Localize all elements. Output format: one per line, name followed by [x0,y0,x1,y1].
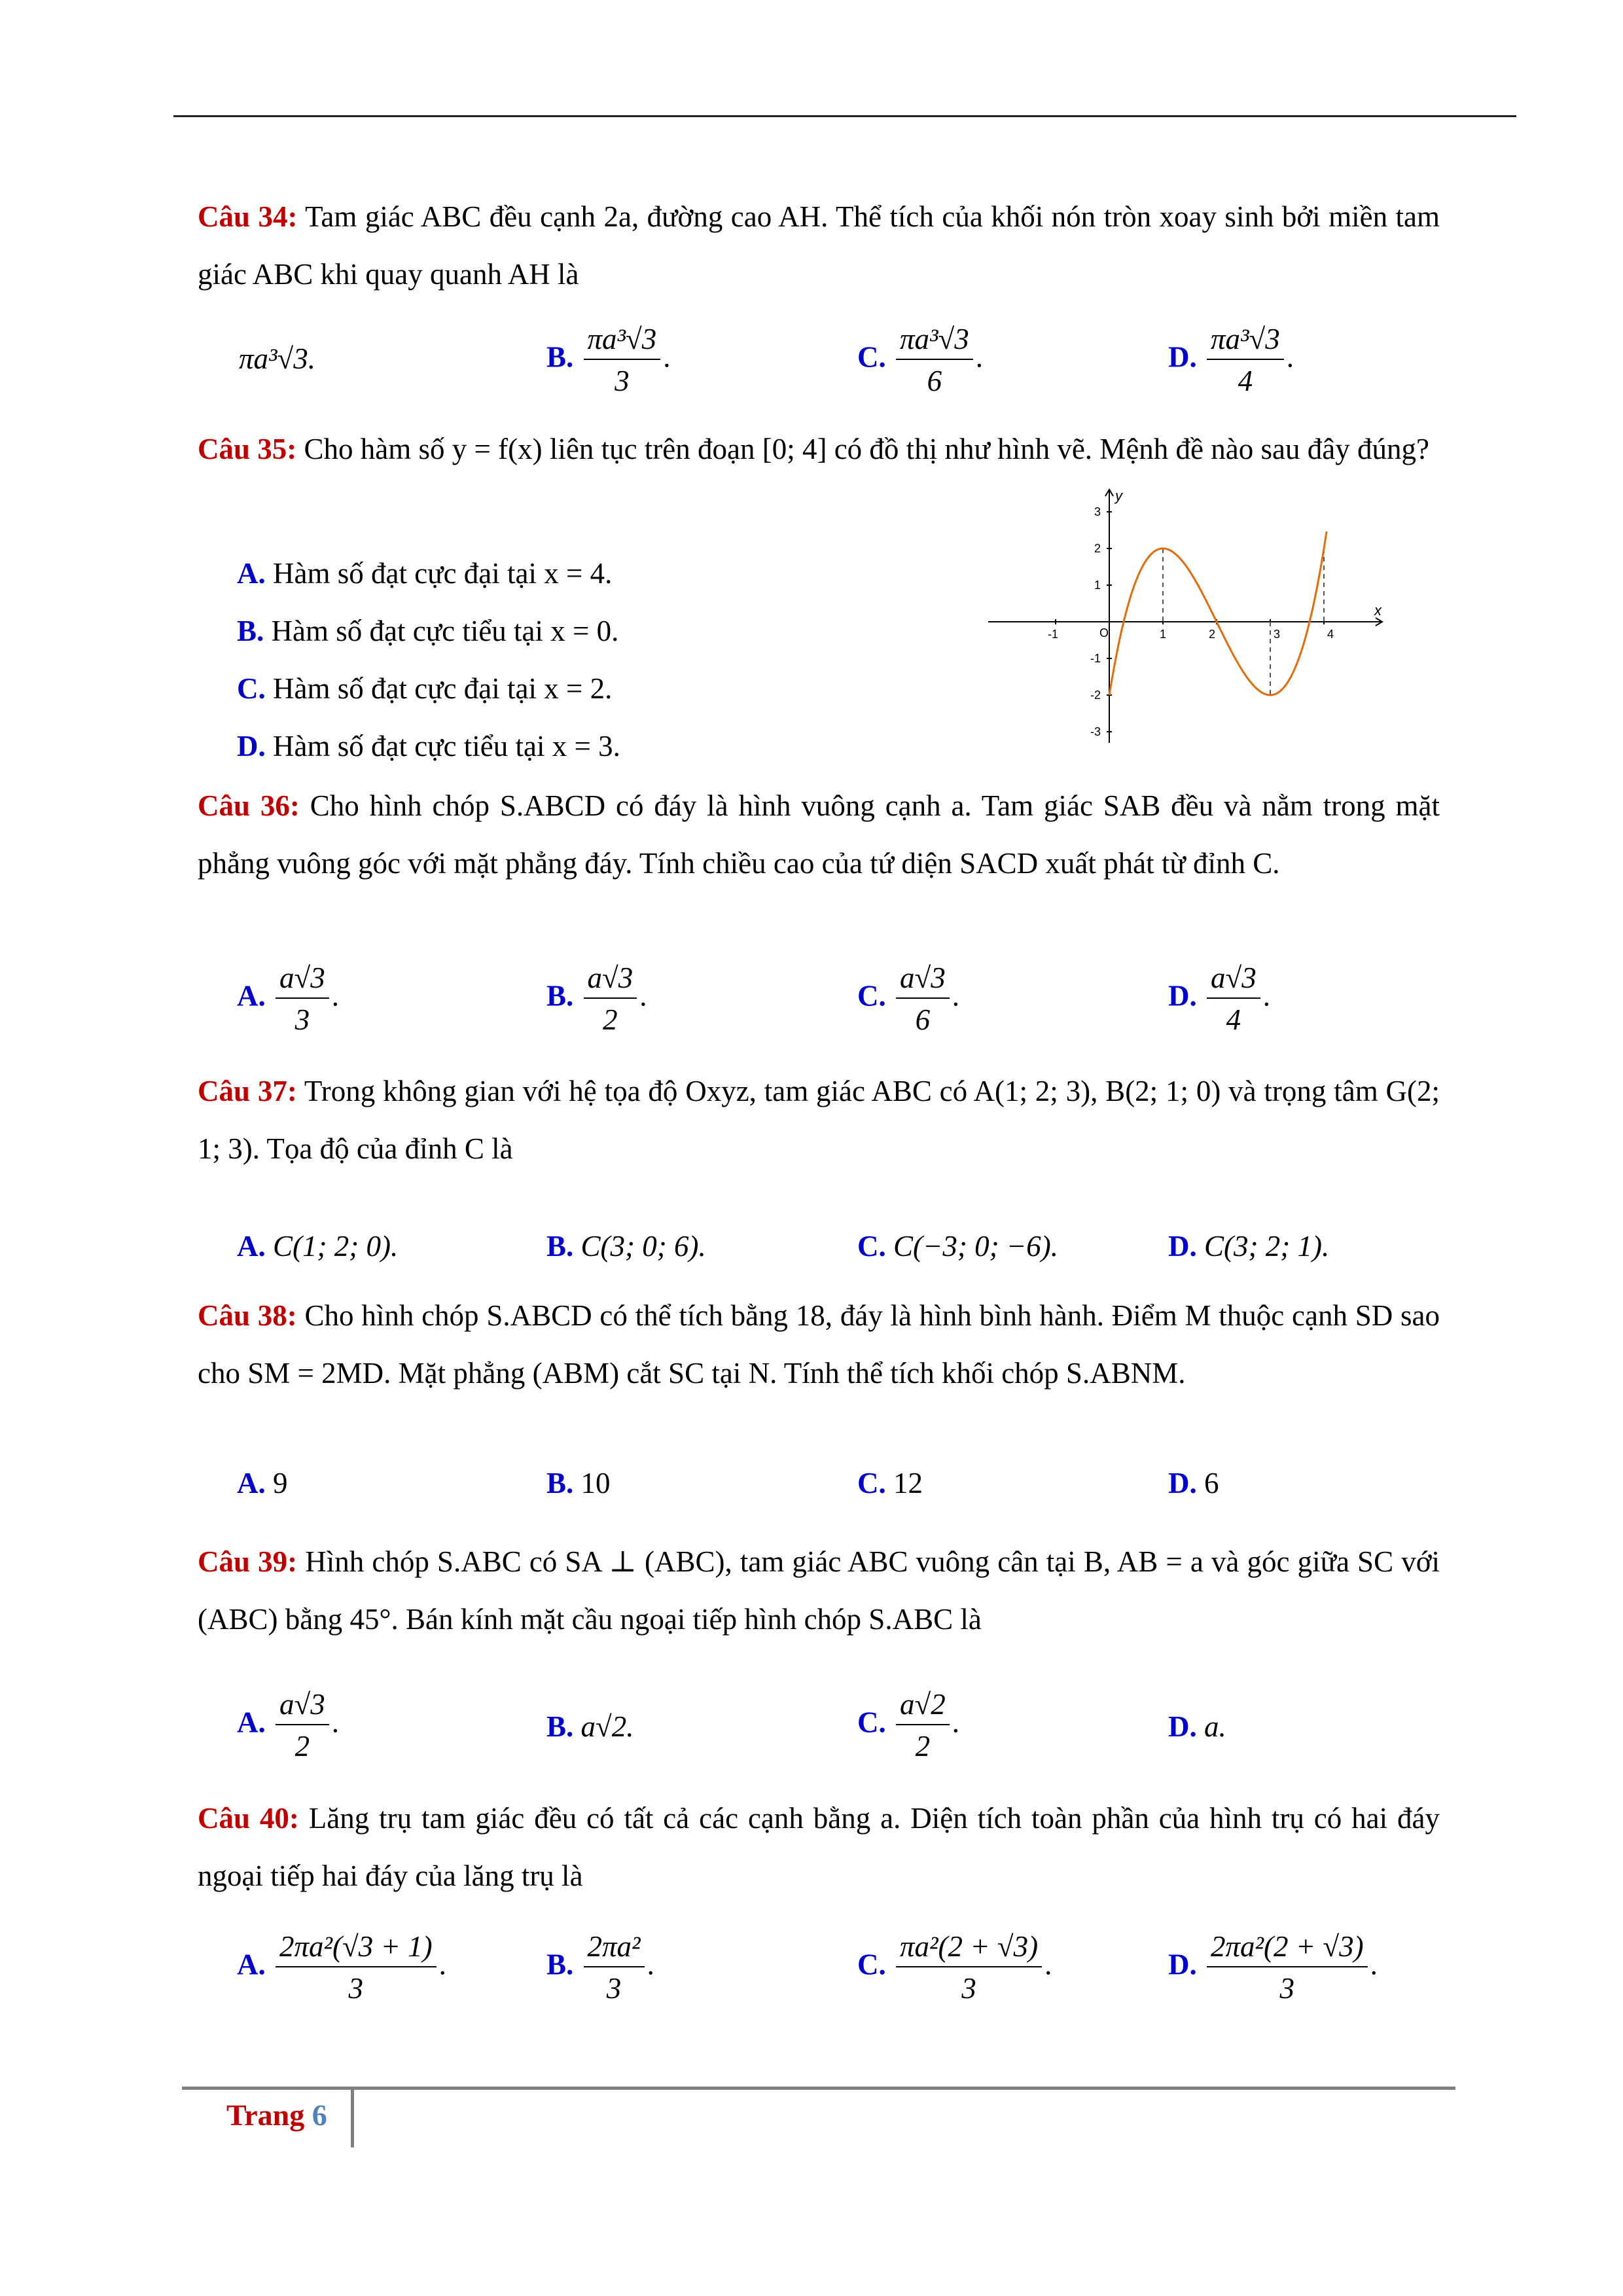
option-label: A. [237,1467,266,1499]
option-a[interactable]: A. $\frac{a√3}{2}$ . [237,1688,339,1763]
y-tick-label: 1 [1094,579,1101,592]
option-text: C(3; 0; 6). [580,1230,706,1263]
y-tick-label: 3 [1094,505,1101,518]
question-text: Hình chóp S.ABC có SA ⊥ (ABC), tam giác ABC vuông cân tại B, AB = a và góc giữa SC với (ABC) bằng 45°. Bán kính mặt cầu ngoại tiếp hình chóp S.ABC là [198,1545,1440,1636]
option-label: C. [857,1706,886,1739]
question-number: Câu 37: [198,1075,297,1107]
option-label: B. [546,340,574,374]
option-label: B. [546,1230,574,1263]
option-label: A. [237,1948,266,1981]
option-label: D. [1168,1710,1197,1743]
option-text: 6 [1204,1467,1219,1499]
option-c[interactable]: C. $\frac{\text{πa³√3}}{6}$ . [857,323,983,397]
option-d[interactable] [237,729,620,763]
option-b[interactable]: B. $\frac{\text{πa³√3}}{3}$ . [546,323,671,397]
fraction: $\frac{a√3}{2}$ [276,1687,329,1763]
option-text: 10 [580,1467,611,1499]
footer-rule [182,2087,1455,2090]
option-label: A. [237,979,266,1013]
option-a[interactable]: A. $\frac{a√3}{3}$ . [237,961,339,1036]
fraction: $\frac{\text{2πa²(√3 + 1)}}{3}$ [276,1929,437,2005]
question-text: Cho hàm số y = f(x) liên tục trên đoạn [0; 4] có đồ thị như hình vẽ. Mệnh đề nào sau đây đúng? [304,433,1429,465]
option-c[interactable]: C. $\frac{\text{πa²(2 + √3)}}{3}$ . [857,1930,1052,2005]
option-d[interactable] [1168,1710,1226,1744]
function-graph [982,481,1394,756]
page-label-text: Trang [226,2098,305,2132]
option-b[interactable]: B. $\frac{a√3}{2}$ . [546,961,647,1036]
y-tick-label: -3 [1090,725,1101,738]
x-tick-label: 4 [1327,628,1334,641]
option-label: B. [546,1710,574,1743]
option-c[interactable] [237,672,612,706]
page-number-value: 6 [312,2098,327,2132]
fraction: $\frac{a√3}{3}$ [276,961,329,1037]
question-number: Câu 35: [198,433,297,465]
question-number: Câu 34: [198,200,298,233]
fraction: $\frac{a√3}{4}$ [1207,961,1260,1037]
option-b[interactable]: B. $\frac{\text{2πa²}}{3}$ . [546,1930,654,2005]
fraction: $\frac{\text{πa³√3}}{3}$ [584,322,661,398]
option-text: a√2. [580,1710,634,1743]
option-text: Hàm số đạt cực đại tại x = 2. [273,672,613,705]
option-d[interactable]: D. $\frac{a√3}{4}$ . [1168,961,1270,1036]
option-text: a. [1204,1710,1226,1743]
option-text: Hàm số đạt cực đại tại x = 4. [273,557,613,590]
question-number: Câu 40: [198,1802,299,1835]
option-label: A. [237,1706,266,1739]
option-label: C. [857,340,886,374]
option-b[interactable] [546,1229,706,1263]
option-a[interactable] [237,1229,398,1263]
question-text: Cho hình chóp S.ABCD có đáy là hình vuông cạnh a. Tam giác SAB đều và nằm trong mặt phẳng vuông góc với mặt phẳng đáy. Tính chiều cao của tứ diện SACD xuất phát từ đỉnh C. [198,789,1440,880]
option-b[interactable] [546,1710,633,1744]
option-label: D. [1168,340,1197,374]
option-label: B. [546,1948,574,1981]
fraction: $\frac{a√3}{2}$ [584,961,637,1037]
option-text: C(1; 2; 0). [273,1230,399,1263]
question-text: Tam giác ABC đều cạnh 2a, đường cao AH. Thể tích của khối nón tròn xoay sinh bởi miền tam giác ABC khi quay quanh AH là [198,200,1440,291]
option-label: D. [1168,979,1197,1013]
fraction: $\frac{\text{2πa²(2 + √3)}}{3}$ [1207,1929,1368,2005]
fraction: $\frac{\text{πa³√3}}{6}$ [896,322,973,398]
y-tick-label: -1 [1090,652,1101,665]
fraction: $\frac{\text{πa³√3}}{4}$ [1207,322,1284,398]
option-label: A. [237,1230,266,1263]
option-a[interactable]: A. $\frac{\text{2πa²(√3 + 1)}}{3}$ . [237,1930,446,2005]
origin-label: O [1099,626,1109,639]
option-c[interactable]: C. $\frac{a√2}{2}$ . [857,1688,959,1763]
question-34 [198,188,1440,303]
option-b[interactable] [546,1466,611,1500]
option-b[interactable] [237,614,618,648]
y-tick-label: -2 [1090,689,1101,702]
question-40 [198,1789,1440,1905]
option-label: D. [1168,1467,1197,1499]
fraction: $\frac{a√2}{2}$ [896,1687,950,1763]
fraction: $\frac{\text{2πa²}}{3}$ [584,1929,645,2005]
option-label: D. [1168,1230,1197,1263]
option-label: B. [546,979,574,1013]
option-label: B. [546,1467,574,1499]
question-35 [198,420,1440,478]
header-rule [173,115,1516,117]
option-text: C(3; 2; 1). [1204,1230,1330,1263]
option-label: C. [857,979,886,1013]
option-d[interactable] [1168,1229,1329,1263]
y-axis-label: y [1115,488,1122,504]
option-value: πa³√3. [239,342,315,375]
option-text: Hàm số đạt cực tiểu tại x = 3. [273,730,620,762]
question-number: Câu 39: [198,1545,298,1578]
question-38 [198,1287,1440,1402]
footer-divider [351,2090,354,2147]
question-text: Cho hình chóp S.ABCD có thể tích bằng 18, đáy là hình bình hành. Điểm M thuộc cạnh SD sao cho SM = 2MD. Mặt phẳng (ABM) cắt SC tại N. Tính thể tích khối chóp S.ABNM. [198,1299,1440,1390]
page-number [226,2098,327,2132]
y-tick-label: 2 [1094,542,1101,555]
x-tick-label: 1 [1160,628,1167,641]
option-label: C. [857,1230,886,1263]
option-a[interactable] [239,342,315,376]
option-a[interactable] [237,1466,288,1500]
option-label: D. [1168,1948,1197,1981]
x-tick-label: 2 [1209,628,1216,641]
option-label: C. [857,1467,886,1499]
fraction: $\frac{\text{πa²(2 + √3)}}{3}$ [896,1929,1042,2005]
question-36 [198,777,1440,892]
question-number: Câu 36: [198,789,300,822]
question-37 [198,1062,1440,1177]
option-text: 9 [273,1467,288,1499]
function-curve [1109,531,1327,695]
option-c[interactable] [857,1466,923,1500]
option-a[interactable] [237,556,612,590]
option-text: 12 [893,1467,923,1499]
x-axis-label: x [1374,602,1382,619]
question-number: Câu 38: [198,1299,297,1332]
option-text: Hàm số đạt cực tiểu tại x = 0. [271,615,619,647]
option-d[interactable] [1168,1466,1219,1500]
option-d[interactable]: D. $\frac{\text{πa³√3}}{4}$ . [1168,323,1294,397]
option-label: A. [237,557,266,590]
fraction: $\frac{a√3}{6}$ [896,961,950,1037]
option-label: B. [237,615,264,647]
option-c[interactable]: C. $\frac{a√3}{6}$ . [857,961,959,1036]
x-tick-label: 3 [1274,628,1281,641]
question-39 [198,1533,1440,1648]
x-tick-label: -1 [1048,628,1059,641]
option-text: C(−3; 0; −6). [893,1230,1058,1263]
option-label: C. [857,1948,886,1981]
question-text: Lăng trụ tam giác đều có tất cả các cạnh bằng a. Diện tích toàn phần của hình trụ có hai đáy ngoại tiếp hai đáy của lăng trụ là [198,1802,1440,1892]
option-c[interactable] [857,1229,1058,1263]
question-text: Trong không gian với hệ tọa độ Oxyz, tam giác ABC có A(1; 2; 3), B(2; 1; 0) và trọng tâm G(2; 1; 3). Tọa độ của đỉnh C là [198,1075,1440,1165]
option-label: D. [237,730,266,762]
option-d[interactable]: D. $\frac{\text{2πa²(2 + √3)}}{3}$ . [1168,1930,1378,2005]
option-label: C. [237,672,266,705]
